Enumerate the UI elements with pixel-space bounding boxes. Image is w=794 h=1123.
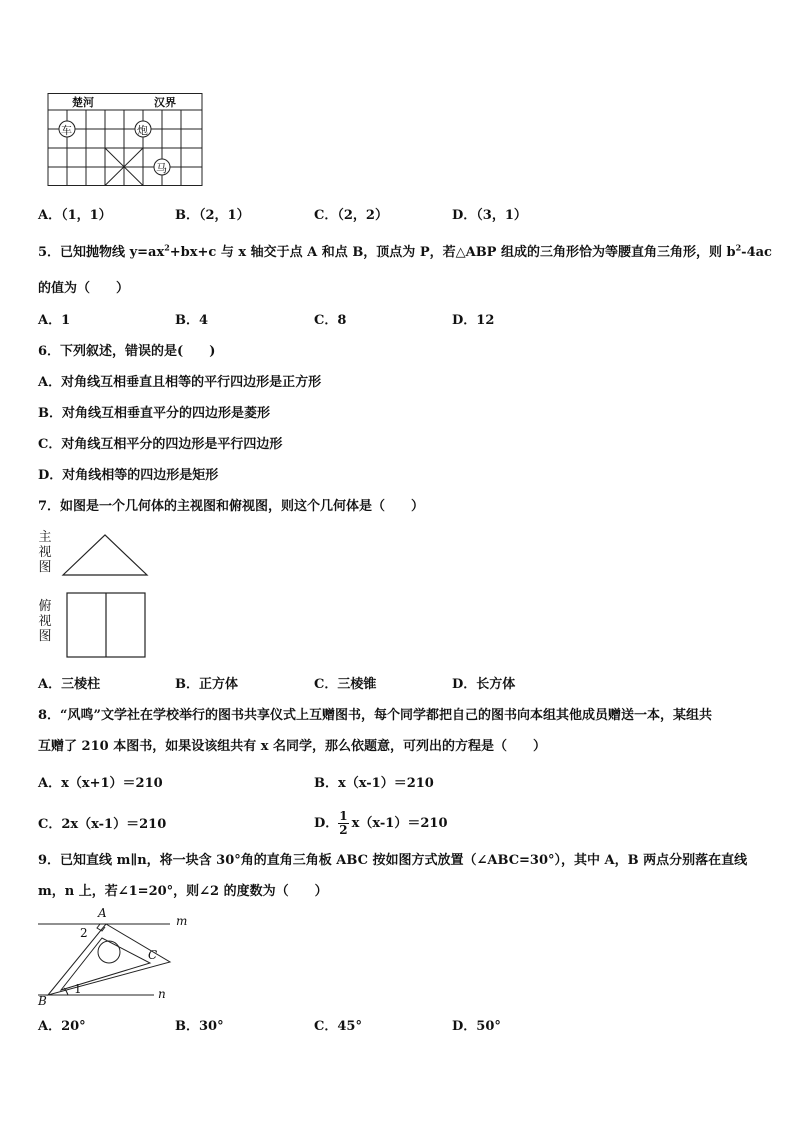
chessboard-svg — [46, 93, 204, 187]
half-fraction: $\frac{1}{2}$ — [339, 809, 348, 837]
q7-front-view-triangle — [60, 532, 152, 578]
q7-option-a[interactable]: A．三棱柱 — [38, 677, 101, 692]
q9-stem-line1: 9．已知直线 m∥n，将一块含 30°角的直角三角板 ABC 按如图方式放置（∠ABC=30°），其中 A，B 两点分别落在直线 — [38, 853, 748, 868]
q5-option-b[interactable]: B．4 — [175, 313, 209, 328]
q5-option-a[interactable]: A．1 — [38, 313, 71, 328]
q9-label-2: 2 — [80, 926, 88, 940]
q7-stem: 7．如图是一个几何体的主视图和俯视图，则这个几何体是（ ） — [38, 499, 425, 514]
q5-option-c[interactable]: C．8 — [314, 313, 347, 328]
q9-label-A: A — [98, 906, 107, 920]
q9-stem-line2: m，n 上，若∠1=20°，则∠2 的度数为（ ） — [38, 884, 328, 899]
q4-option-d[interactable]: D．（3，1） — [452, 208, 527, 223]
q5-stem-line1: 5．已知抛物线 $y=ax^2+bx+c$ 与 x 轴交于点 A 和点 B，顶点为 P，若△ABP 组成的三角形恰为等腰直角三角形，则 $b^2-4ac$ — [38, 242, 772, 260]
q9-label-n: n — [158, 987, 166, 1001]
q8-option-d[interactable]: D． $\frac{1}{2}$ x（x-1）＝210 — [314, 809, 448, 837]
q6-option-b[interactable]: B．对角线互相垂直平分的四边形是菱形 — [38, 406, 270, 421]
q7-top-view-rectangle — [66, 592, 148, 660]
q7-option-b[interactable]: B．正方体 — [175, 677, 238, 692]
q6-option-a[interactable]: A．对角线互相垂直且相等的平行四边形是正方形 — [38, 375, 322, 390]
q9-label-m: m — [176, 914, 188, 928]
q7-option-d[interactable]: D．长方体 — [452, 677, 516, 692]
q6-option-c[interactable]: C．对角线互相平分的四边形是平行四边形 — [38, 437, 283, 452]
q4-option-b[interactable]: B．（2，1） — [175, 208, 250, 223]
q9-option-a[interactable]: A．20° — [38, 1019, 86, 1034]
q9-option-c[interactable]: C．45° — [314, 1019, 362, 1034]
q6-stem: 6．下列叙述，错误的是( ) — [38, 344, 216, 359]
q8-option-c[interactable]: C．2x（x-1）＝210 — [38, 817, 167, 832]
q7-option-c[interactable]: C．三棱锥 — [314, 677, 377, 692]
q4-option-a[interactable]: A．（1，1） — [38, 208, 112, 223]
q9-label-1: 1 — [74, 982, 82, 996]
q9-triangle-figure — [34, 906, 204, 1010]
q9-label-C: C — [148, 948, 158, 962]
q8-stem-line2: 互赠了 210 本图书，如果设该组共有 x 名同学，那么依题意，可列出的方程是（ ） — [38, 739, 546, 754]
q9-option-d[interactable]: D．50° — [452, 1019, 501, 1034]
piece-ma-label: 马 — [156, 162, 167, 175]
q9-label-B: B — [38, 994, 47, 1008]
q7-front-view-label: 主 视 图 — [38, 530, 52, 575]
q8-option-b[interactable]: B．x（x-1）＝210 — [314, 776, 434, 791]
board-label-left: 楚河 — [72, 96, 94, 109]
q8-option-a[interactable]: A．x（x+1）＝210 — [38, 776, 163, 791]
q9-option-b[interactable]: B．30° — [175, 1019, 224, 1034]
q5-stem-line2: 的值为（ ） — [38, 281, 130, 296]
q6-option-d[interactable]: D．对角线相等的四边形是矩形 — [38, 468, 219, 483]
board-label-right: 汉界 — [154, 96, 176, 109]
q4-option-c[interactable]: C．（2，2） — [314, 208, 388, 223]
q5-option-d[interactable]: D．12 — [452, 313, 495, 328]
piece-pao-label: 炮 — [137, 124, 148, 137]
chessboard-figure — [46, 93, 204, 187]
q8-stem-line1: 8．“风鸣”文学社在学校举行的图书共享仪式上互赠图书，每个同学都把自己的图书向本组其他成员赠送一本，某组共 — [38, 708, 713, 723]
piece-che-label: 车 — [61, 124, 72, 137]
q7-top-view-label: 俯 视 图 — [38, 599, 52, 644]
